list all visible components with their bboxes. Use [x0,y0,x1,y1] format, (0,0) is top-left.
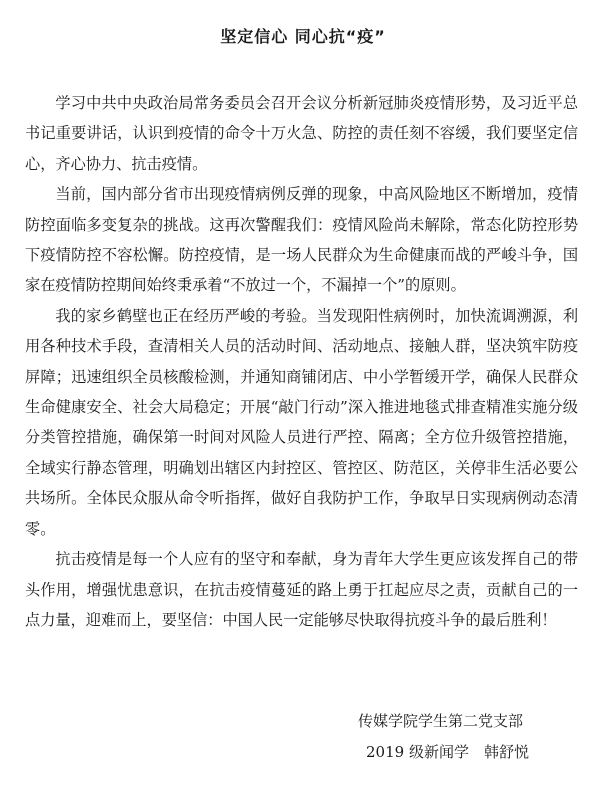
paragraph-hometown-hebi: 我的家乡鹤壁也正在经历严峻的考验。当发现阳性病例时，加快流调溯源，利用各种技术手段，查清相关人员的活动时间、活动地点、接触人群，坚决筑牢防疫屏障；迅速组织全员核酸检测，并通知商铺闭店、中小学暂缓开学，确保人民群众生命健康安全、社会大局稳定；开展“敲门行动”深入推进地毯式排查精准实施分级分类管控措施，确保第一时间对风险人员进行严控、隔离；全方位升级管控措施，全域实行静态管理，明确划出辖区内封控区、管控区、防范区，关停非生活必要公共场所。全体民众服从命令听指挥，做好自我防护工作，争取早日实现病例动态清零。 [25,306,578,538]
document-title: 坚定信心 同心抗“疫” [220,27,386,46]
paragraph-current-situation: 当前，国内部分省市出现疫情病例反弹的现象，中高风险地区不断增加，疫情防控面临多变复杂的挑战。这再次警醒我们：疫情风险尚未解除，常态化防控形势下疫情防控不容松懈。防控疫情，是一场人民群众为生命健康而战的严峻斗争，国家在疫情防控期间始终秉承着“不放过一个，不漏掉一个”的原则。 [25,185,578,295]
signature-author: 2019 级新闻学 韩舒悦 [366,743,529,761]
paragraph-study-meeting: 学习中共中央政治局常务委员会召开会议分析新冠肺炎疫情形势，及习近平总书记重要讲话，认识到疫情的命令十万火急、防控的责任刻不容缓，我们要坚定信心，齐心协力、抗击疫情。 [25,94,578,173]
signature-organization: 传媒学院学生第二党支部 [358,712,524,730]
paragraph-student-responsibility: 抗击疫情是每一个人应有的坚守和奉献，身为青年大学生更应该发挥自己的带头作用，增强忧患意识，在抗击疫情蔓延的路上勇于扛起应尽之责，贡献自己的一点力量，迎难而上，要坚信：中国人民一定能够尽快取得抗疫斗争的最后胜利！ [25,550,578,629]
signature-block [352,706,582,768]
document-body [25,88,578,635]
